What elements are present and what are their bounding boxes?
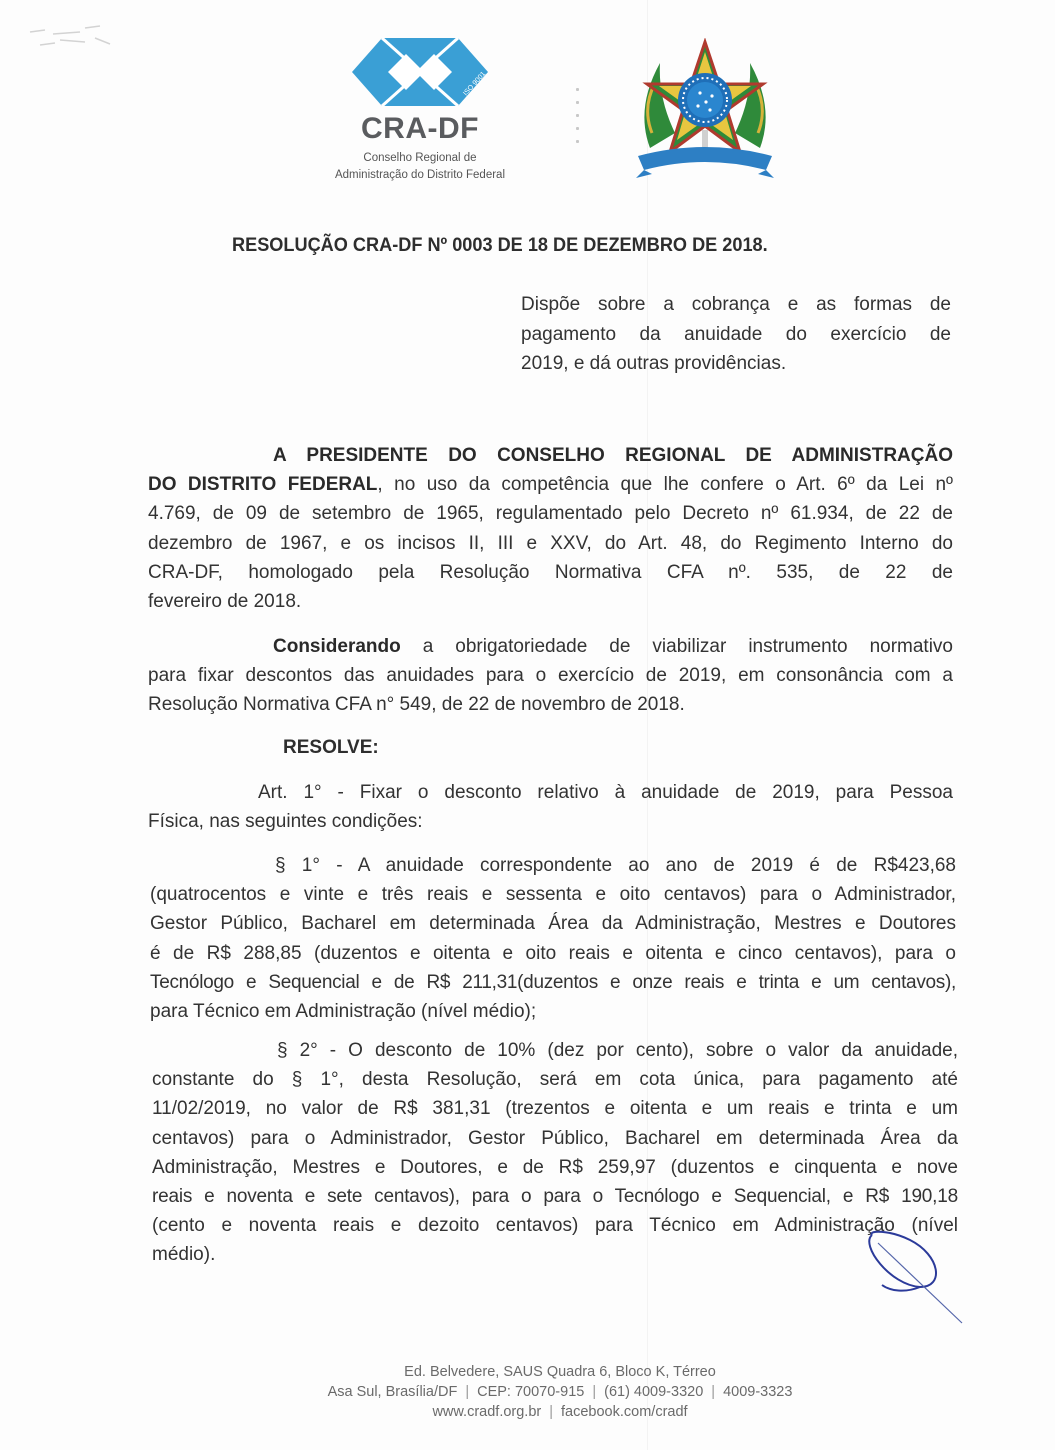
footer-contact-line bbox=[240, 1382, 880, 1402]
ementa bbox=[521, 290, 951, 379]
footer-separator: | bbox=[465, 1384, 470, 1400]
logo-separator bbox=[576, 88, 579, 148]
considerando-bold-lead: Considerando bbox=[273, 636, 401, 657]
cra-df-logo bbox=[300, 36, 540, 186]
org-short-name: CRA-DF bbox=[361, 112, 479, 145]
footer-links bbox=[240, 1402, 880, 1422]
paragraph-1-line: Tecnólogo e Sequencial e de R$ 211,31(duzentos e onze reais e trinta e um centavos), bbox=[150, 971, 956, 993]
paragraph-2-line: (cento e noventa reais e dezoito centavos) para Técnico em Administração (nível bbox=[152, 1215, 958, 1237]
footer-phone-2: 4009-3323 bbox=[723, 1384, 793, 1400]
paragraph-1-line: (quatrocentos e vinte e três reais e sessenta e oito centavos) para o Administrador, bbox=[150, 884, 956, 906]
handwritten-signature-icon bbox=[850, 1225, 980, 1335]
paragraph-2-line: centavos) para o Administrador, Gestor Público, Bacharel em determinada Área da bbox=[152, 1127, 958, 1149]
considerando-text: a obrigatoriedade de viabilizar instrumento normativo bbox=[400, 636, 953, 657]
footer-facebook-link[interactable]: facebook.com/cradf bbox=[561, 1404, 688, 1420]
iso-badge: ISO 9001 bbox=[462, 70, 488, 98]
footer bbox=[240, 1362, 880, 1422]
preamble-bold-lead: DO DISTRITO FEDERAL bbox=[148, 474, 378, 496]
resolve-heading: RESOLVE: bbox=[283, 737, 379, 758]
preamble-line: CRA-DF, homologado pela Resolução Normativa CFA nº. 535, de 22 de bbox=[148, 561, 953, 583]
considerando-line: para fixar descontos das anuidades para o exercício de 2019, em consonância com a bbox=[148, 665, 953, 687]
paragraph-2-line: Administração, Mestres e Doutores, e de R$ 259,97 (duzentos e cinquenta e nove bbox=[152, 1156, 958, 1178]
preamble-paragraph bbox=[148, 441, 953, 616]
paragraph-2-line: médio). bbox=[152, 1244, 216, 1266]
footer-separator: | bbox=[711, 1384, 716, 1400]
article-1-line: Art. 1° - Fixar o desconto relativo à anuidade de 2019, para Pessoa bbox=[258, 782, 953, 803]
paragraph-2-line: § 2° - O desconto de 10% (dez por cento), sobre o valor da anuidade, bbox=[277, 1040, 958, 1061]
paragraph-2-line: constante do § 1°, desta Resolução, será em cota única, para pagamento até bbox=[152, 1069, 958, 1091]
preamble-line: 4.769, de 09 de setembro de 1965, regulamentado pelo Decreto nº 61.934, de 22 de bbox=[148, 503, 953, 525]
paragraph-1 bbox=[150, 851, 956, 1026]
preamble-text: , no uso da competência que lhe confere o Art. 6º da Lei nº bbox=[377, 474, 953, 496]
considerando-line: Resolução Normativa CFA n° 549, de 22 de novembro de 2018. bbox=[148, 694, 685, 716]
ementa-line: Dispõe sobre a cobrança e as formas de bbox=[521, 294, 951, 315]
paragraph-1-line: para Técnico em Administração (nível médio); bbox=[150, 1001, 537, 1023]
footer-separator: | bbox=[549, 1404, 554, 1420]
preamble-line: fevereiro de 2018. bbox=[148, 591, 302, 613]
paragraph-1-line: § 1° - A anuidade correspondente ao ano de 2019 é de R$423,68 bbox=[275, 855, 956, 876]
document-title: RESOLUÇÃO CRA-DF Nº 0003 DE 18 DE DEZEMBRO DE 2018. bbox=[232, 234, 768, 256]
cra-df-logo-icon bbox=[350, 36, 490, 108]
ementa-line: pagamento da anuidade do exercício de bbox=[521, 323, 951, 345]
org-full-name-line2: Administração do Distrito Federal bbox=[334, 169, 505, 181]
preamble-bold-lead: A PRESIDENTE DO CONSELHO REGIONAL DE ADMINISTRAÇÃO bbox=[273, 445, 953, 466]
paragraph-2-line: 11/02/2019, no valor de R$ 381,31 (trezentos e oitenta e um reais e trinta e um bbox=[152, 1098, 958, 1120]
preamble-line bbox=[148, 441, 953, 470]
footer-phone-1: (61) 4009-3320 bbox=[604, 1384, 704, 1400]
paragraph-2 bbox=[152, 1036, 958, 1270]
considerando-paragraph bbox=[148, 632, 953, 720]
scan-artifact-icon bbox=[25, 20, 120, 55]
org-full-name-line1: Conselho Regional de bbox=[363, 152, 477, 164]
footer-website-link[interactable]: www.cradf.org.br bbox=[432, 1404, 542, 1420]
footer-address: Ed. Belvedere, SAUS Quadra 6, Bloco K, Térreo bbox=[404, 1364, 716, 1380]
article-1 bbox=[148, 778, 953, 836]
paragraph-1-line: Gestor Público, Bacharel em determinada Área da Administração, Mestres e Doutores bbox=[150, 913, 956, 935]
preamble-line: dezembro de 1967, e os incisos II, III e XXV, do Art. 48, do Regimento Interno do bbox=[148, 532, 953, 554]
preamble-line bbox=[148, 470, 953, 499]
considerando-line bbox=[148, 632, 953, 661]
paragraph-1-line: é de R$ 288,85 (duzentos e oitenta e oito reais e oitenta e cinco centavos), para o bbox=[150, 942, 956, 964]
brazil-coat-of-arms-icon bbox=[630, 38, 780, 183]
footer-cep: CEP: 70070-915 bbox=[477, 1384, 585, 1400]
paragraph-2-line: reais e noventa e sete centavos), para o para o Tecnólogo e Sequencial, e R$ 190,18 bbox=[152, 1186, 958, 1208]
footer-location: Asa Sul, Brasília/DF bbox=[327, 1384, 458, 1400]
article-1-line: Física, nas seguintes condições: bbox=[148, 811, 423, 833]
footer-separator: | bbox=[592, 1384, 597, 1400]
ementa-line: 2019, e dá outras providências. bbox=[521, 353, 787, 374]
